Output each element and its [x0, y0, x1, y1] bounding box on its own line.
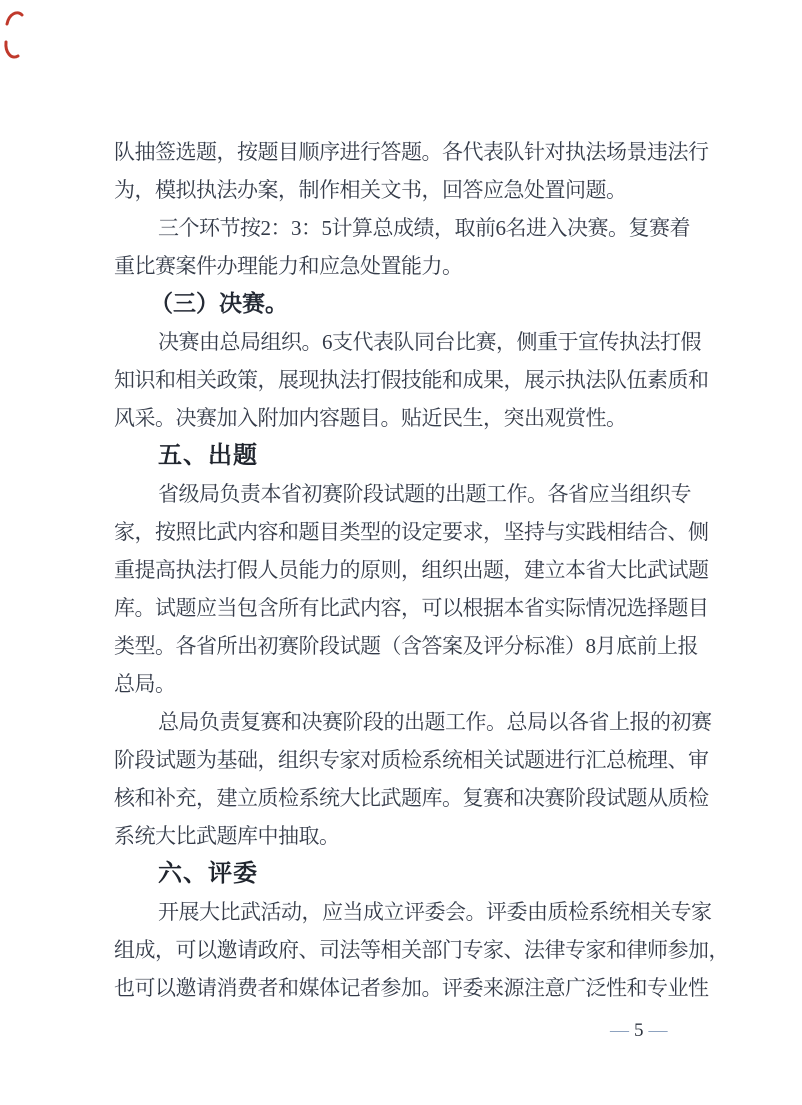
text-line: 库。试题应当包含所有比武内容，可以根据本省实际情况选择题目: [114, 596, 709, 620]
text-line: 阶段试题为基础，组织专家对质检系统相关试题进行汇总梳理、审: [114, 748, 709, 772]
text-line: 省级局负责本省初赛阶段试题的出题工作。各省应当组织专: [158, 482, 691, 506]
document-body: [114, 133, 754, 1007]
text-line: 总局负责复赛和决赛阶段的出题工作。总局以各省上报的初赛: [158, 710, 712, 734]
text-line: 总局。: [114, 672, 176, 696]
page-number: [610, 1018, 668, 1044]
text-line: 核和补充，建立质检系统大比武题库。复赛和决赛阶段试题从质检: [114, 786, 709, 810]
red-ink-marks-icon: [3, 6, 33, 70]
text-line: 知识和相关政策，展现执法打假技能和成果，展示执法队伍素质和: [114, 368, 709, 392]
text-line: 组成，可以邀请政府、司法等相关部门专家、法律专家和律师参加，: [114, 938, 729, 962]
text-line: 队抽签选题，按题目顺序进行答题。各代表队针对执法场景违法行: [114, 140, 709, 164]
text-line: 风采。决赛加入附加内容题目。贴近民生，突出观赏性。: [114, 406, 627, 430]
text-line: 重提高执法打假人员能力的原则，组织出题，建立本省大比武试题: [114, 558, 709, 582]
text-line: 重比赛案件办理能力和应急处置能力。: [114, 254, 463, 278]
text-line: 类型。各省所出初赛阶段试题（含答案及评分标准）8月底前上报: [114, 634, 698, 658]
section-heading-six: 六、评委: [158, 860, 258, 887]
text-line: 开展大比武活动，应当成立评委会。评委由质检系统相关专家: [158, 900, 712, 924]
text-line: 家，按照比武内容和题目类型的设定要求，坚持与实践相结合、侧: [114, 520, 709, 544]
text-line: 决赛由总局组织。6支代表队同台比赛，侧重于宣传执法打假: [158, 330, 701, 354]
page-number-value: 5: [634, 1020, 644, 1041]
page-number-dash-right: —: [648, 1020, 668, 1041]
text-line: 为，模拟执法办案，制作相关文书，回答应急处置问题。: [114, 178, 627, 202]
section-heading-five: 五、出题: [158, 442, 258, 469]
text-line: 系统大比武题库中抽取。: [114, 824, 340, 848]
subsection-heading-final: （三）决赛。: [150, 291, 288, 316]
text-line: 也可以邀请消费者和媒体记者参加。评委来源注意广泛性和专业性: [114, 976, 709, 1000]
text-line: 三个环节按2：3：5计算总成绩，取前6名进入决赛。复赛着: [158, 216, 690, 240]
page-number-dash-left: —: [610, 1020, 629, 1041]
